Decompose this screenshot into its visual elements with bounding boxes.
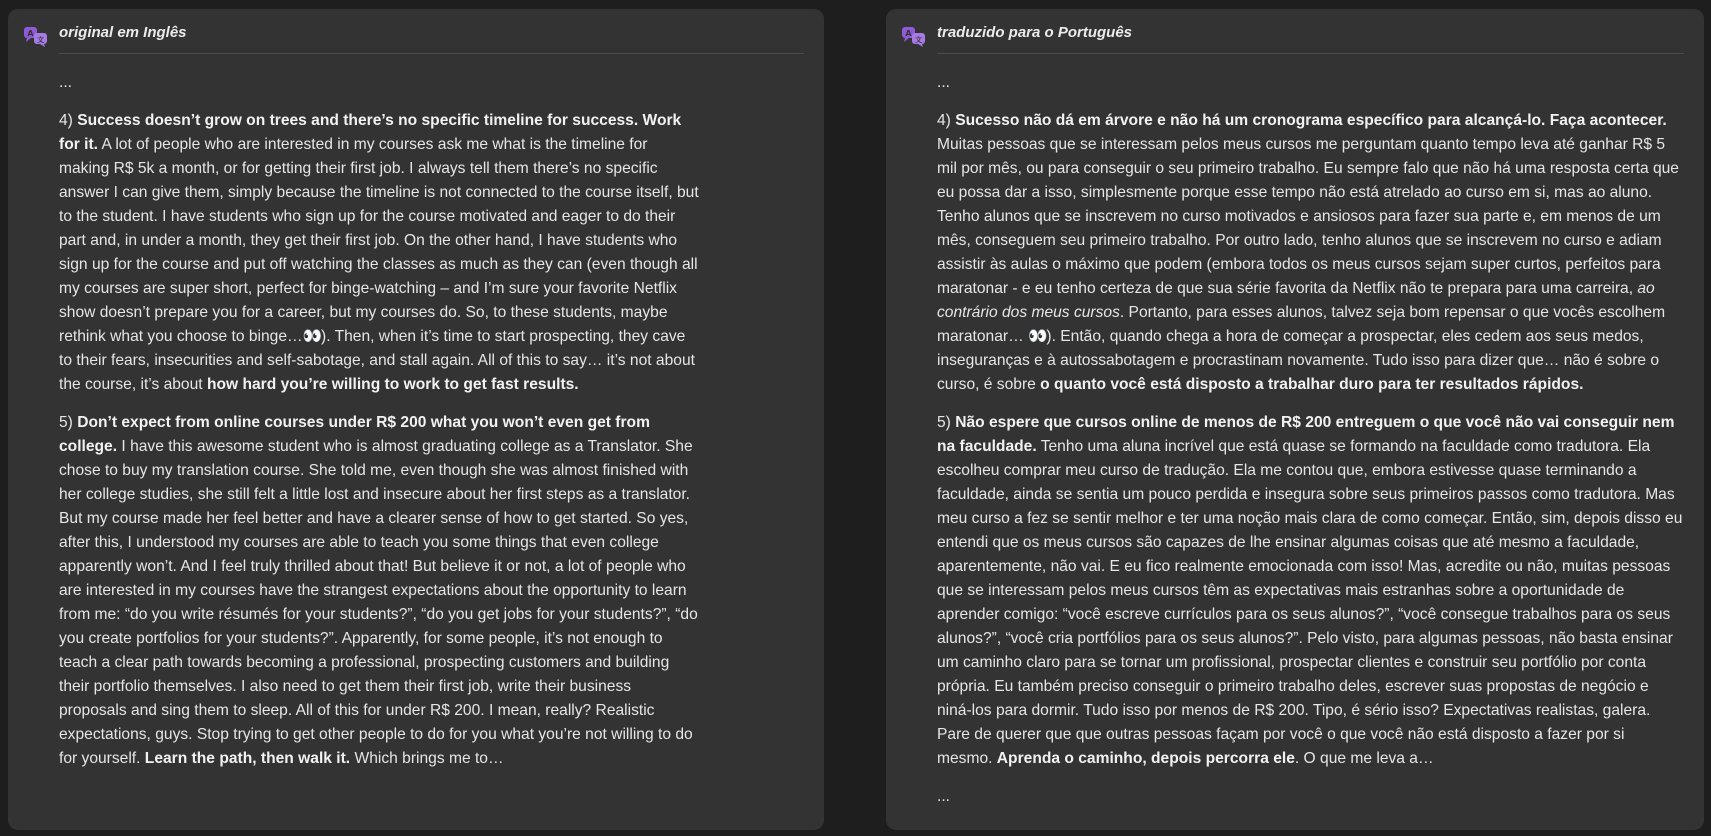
ellipsis: ...	[937, 74, 950, 91]
panel-title: traduzido para o Português	[937, 24, 1133, 41]
panel-title: original em Inglês	[59, 24, 187, 41]
ellipsis: ...	[937, 788, 950, 805]
ellipsis: ...	[59, 74, 72, 91]
translate-icon	[23, 25, 49, 47]
svg-text:A: A	[27, 29, 34, 38]
svg-text:A: A	[905, 29, 912, 38]
paragraph-5: 5) Não espere que cursos online de menos de R$ 200 entreguem o que você não vai conseguir nem na faculdade. Tenho uma aluna incrível que está quase se formando na faculdade como tradutora. Ela escolheu comprar meu curso de tradução. Ela me contou que, embora estivesse quase terminando a faculdade, ainda se sentia um pouco perdida e insegura sobre seus primeiros passos como tradutora. Mas meu curso a fez se sentir melhor e ter uma noção mais clara de como começar. Então, sim, depois disso eu entendi que os meus cursos são capazes de lhe ensinar algumas coisas que até mesmo a faculdade, aparentemente, não vai. E eu fico realmente emocionada com isso! Mas, acredite ou não, muitas pessoas que se interessam pelos meus cursos têm as expectativas mais estranhas sobre a oportunidade de aprender comigo: “você escreve currículos para os seus alunos?”, “você consegue trabalhos para os seus alunos?”, “você cria portfólios para os seus alunos?”. Pelo visto, para algumas pessoas, não basta ensinar um caminho claro para se tornar um profissional, prospectar clientes e construir seu portfólio por conta própria. Eu também preciso conseguir o primeiro trabalho deles, escrever suas propostas de negócio e niná-los para dormir. Tudo isso por menos de R$ 200. Tipo, é sério isso? Expectativas realistas, galera. Pare de querer que que outras pessoas façam por você o que você não está disposto a fazer por si mesmo. Aprenda o caminho, depois percorra ele. O que me leva a…	[937, 414, 1683, 767]
paragraph-4: 4) Success doesn’t grow on trees and there’s no specific timeline for success. Work for it. A lot of people who are interested in my courses ask me what is the timeline for making R$ 5k a month, or for getting their first job. I always tell them there’s no specific answer I can give them, simply because the timeline is not connected to the course itself, but to the student. I have students who sign up for the course motivated and eager to do their part and, in under a month, they get their first job. On the other hand, I have students who sign up for the course and put off watching the classes as much as they can (even though all my courses are super short, perfect for binge-watching – and I’m sure your favorite Netflix show doesn’t prepare you for a career, but my courses do. So, to these students, maybe rethink what you choose to binge…👀). Then, when it’s time to start prospecting, they cave to their fears, insecurities and self-sabotage, and stall again. All of this to say… it’s not about the course, it’s about how hard you’re willing to work to get fast results.	[59, 112, 699, 393]
translate-icon	[901, 25, 927, 47]
panel-header	[905, 21, 1684, 54]
panel-header	[27, 21, 804, 54]
paragraph-5: 5) Don’t expect from online courses under R$ 200 what you won’t even get from college. I have this awesome student who is almost graduating college as a Translator. She chose to buy my translation course. She told me, even though she was almost finished with her college studies, she still felt a little lost and insecure about her first steps as a translator. But my course made her feel better and have a clearer sense of how to get started. So yes, after this, I understood my courses are able to teach you some things that even college apparently won’t. And I feel truly thrilled about that! But believe it or not, a lot of people who are interested in my courses have the strangest expectations about the opportunity to learn from me: “do you write résumés for your students?”, “do you get jobs for your students?”, “do you create portfolios for your students?”. Apparently, for some people, it’s not enough to teach a clear path towards becoming a professional, prospecting customers and building their portfolio themselves. I also need to get them their first job, write their business proposals and sing them to sleep. All of this for under R$ 200. I mean, really? Realistic expectations, guys. Stop trying to get other people to do for you what you’re not willing to do for yourself. Learn the path, then walk it. Which brings me to…	[59, 414, 698, 767]
original-panel	[8, 9, 824, 830]
translated-text	[937, 71, 1683, 823]
eyes-emoji: 👀	[1028, 328, 1047, 345]
svg-text:文: 文	[915, 36, 922, 44]
eyes-emoji: 👀	[302, 328, 322, 345]
paragraph-4: 4) Sucesso não dá em árvore e não há um cronograma específico para alcançá-lo. Faça acontecer. Muitas pessoas que se interessam pelos meus cursos me perguntam quanto tempo leva até ganhar R$ 5 mil por mês, ou para conseguir o seu primeiro trabalho. Eu sempre falo que não há uma resposta certa que eu possa dar a isso, simplesmente porque esse tempo não está atrelado ao curso em si, mas ao aluno. Tenho alunos que se inscrevem no curso motivados e ansiosos para fazer sua parte e, em menos de um mês, conseguem seu primeiro trabalho. Por outro lado, tenho alunos que se inscrevem no curso e adiam assistir às aulas o máximo que podem (embora todos os meus cursos sejam super curtos, perfeitos para maratonar - e eu tenho certeza de que sua série favorita da Netflix não te prepara para uma carreira, ao contrário dos meus cursos. Portanto, para esses alunos, talvez seja bom repensar o que vocês escolhem maratonar… 👀). Então, quando chega a hora de começar a prospectar, eles cedem aos seus medos, inseguranças e à autossabotagem e procrastinam novamente. Tudo isso para dizer que… não é sobre o curso, é sobre o quanto você está disposto a trabalhar duro para ter resultados rápidos.	[937, 112, 1679, 393]
svg-text:文: 文	[37, 36, 44, 44]
translated-panel	[886, 9, 1704, 830]
original-text	[59, 71, 699, 785]
